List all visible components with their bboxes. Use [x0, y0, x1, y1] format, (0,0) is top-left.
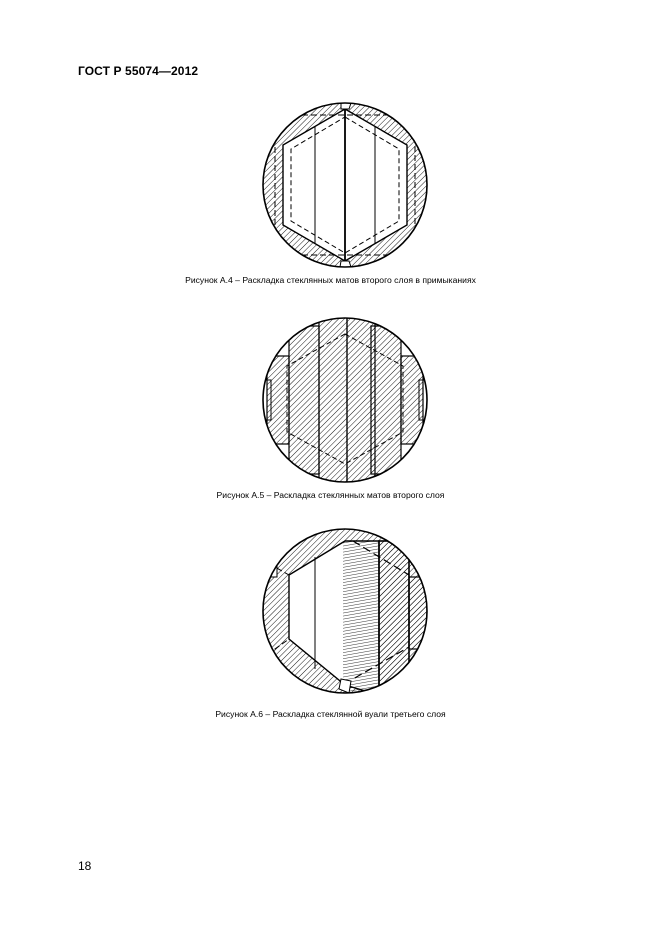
document-header: ГОСТ Р 55074—2012	[78, 64, 199, 78]
figure-a5-diagram	[253, 308, 437, 492]
page-number: 18	[78, 859, 92, 873]
figure-a5-caption: Рисунок А.5 – Раскладка стеклянных матов второго слоя	[216, 490, 445, 500]
figure-a6-caption: Рисунок А.6 – Раскладка стеклянной вуали третьего слоя	[215, 709, 446, 719]
figure-a6-diagram	[253, 519, 437, 703]
figure-a4-caption: Рисунок А.4 – Раскладка стеклянных матов второго слоя в примыканиях	[185, 275, 476, 285]
figure-a4-diagram	[253, 93, 437, 277]
